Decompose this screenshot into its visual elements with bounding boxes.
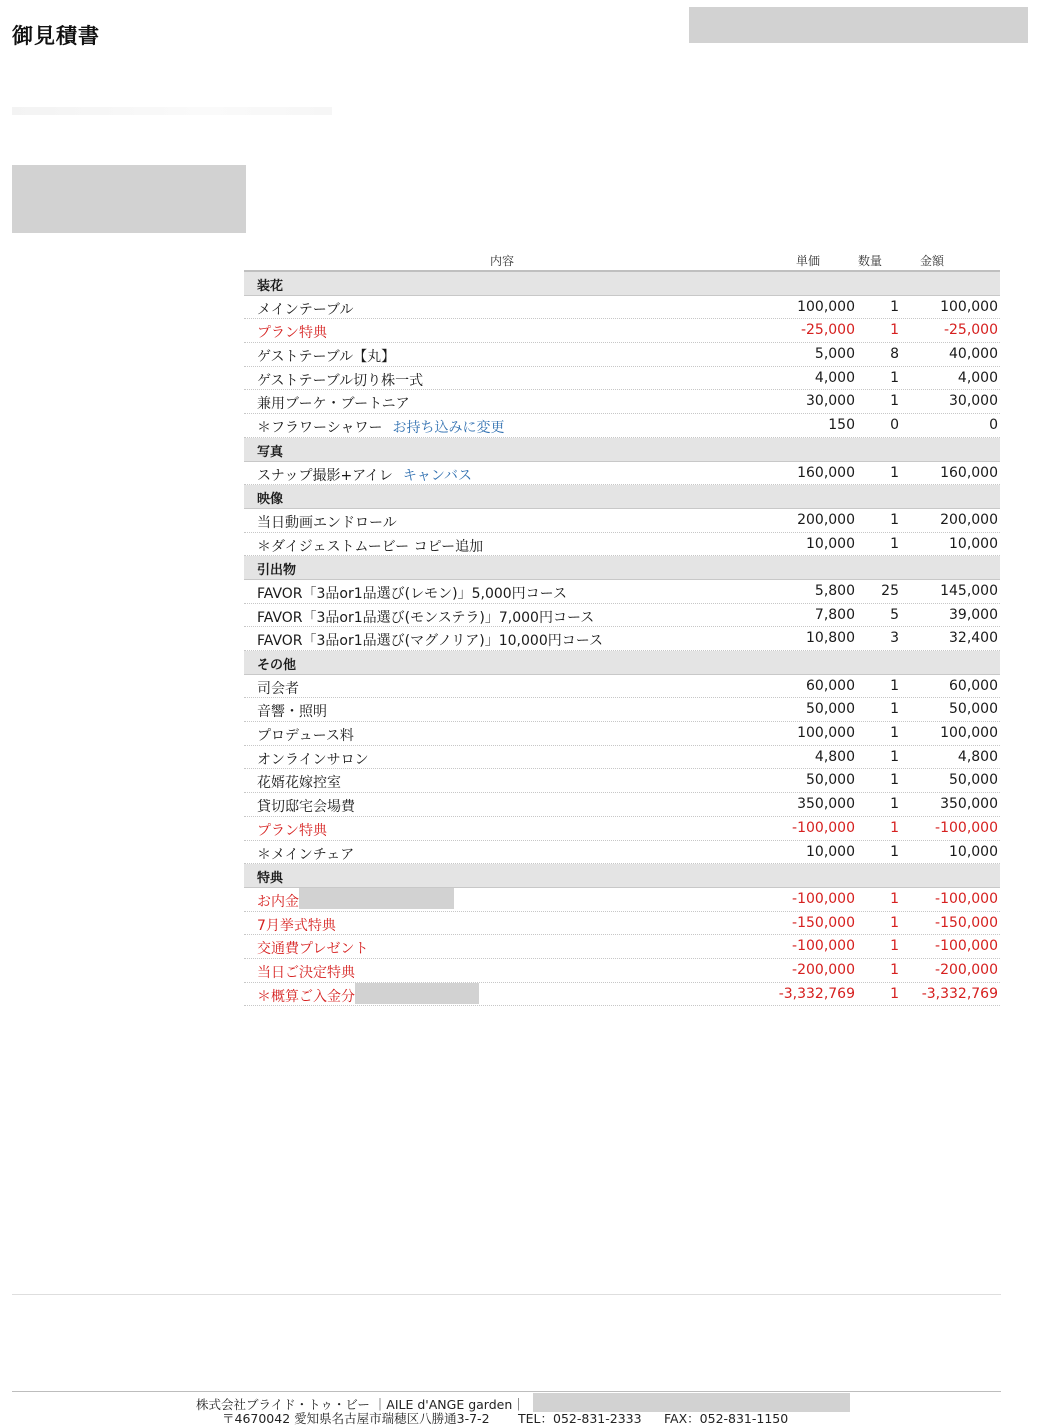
amount-cell: 145,000	[940, 582, 998, 599]
item-label-cell	[257, 938, 368, 958]
quantity-cell: 1	[890, 725, 899, 742]
section-header	[244, 272, 1000, 296]
quantity-cell: 1	[890, 748, 899, 765]
unit-price-cell: -25,000	[800, 322, 855, 339]
amount-cell: 100,000	[940, 725, 998, 742]
table-row	[244, 296, 1000, 320]
divider	[12, 1294, 1001, 1295]
table-row	[244, 841, 1000, 865]
item-label: プロデュース料	[257, 728, 354, 745]
unit-price-cell: 10,800	[806, 630, 855, 647]
item-label-cell	[257, 299, 353, 319]
quantity-cell: 1	[890, 677, 899, 694]
table-row	[244, 746, 1000, 770]
amount-cell: -150,000	[935, 914, 998, 931]
quantity-cell: 1	[890, 464, 899, 481]
amount-cell: 350,000	[940, 796, 998, 813]
item-label-cell	[257, 796, 355, 816]
table-row	[244, 888, 1000, 912]
item-label-cell	[257, 630, 603, 650]
amount-cell: 160,000	[940, 464, 998, 481]
item-label-cell	[257, 346, 395, 366]
quantity-cell: 1	[890, 961, 899, 978]
table-row	[244, 319, 1000, 343]
footer-tel: TEL：052-831-2333	[518, 1411, 642, 1426]
unit-price-cell: 50,000	[806, 772, 855, 789]
amount-cell: 10,000	[949, 535, 998, 552]
quantity-cell: 1	[890, 511, 899, 528]
footer-divider	[12, 1391, 1001, 1392]
unit-price-cell: 10,000	[806, 843, 855, 860]
quantity-cell: 1	[890, 843, 899, 860]
amount-cell: 32,400	[949, 630, 998, 647]
item-note: キャンバス	[402, 467, 472, 484]
unit-price-cell: -100,000	[792, 938, 855, 955]
amount-cell: -200,000	[935, 961, 998, 978]
item-label-cell	[257, 820, 327, 840]
unit-price-cell: -3,332,769	[778, 985, 855, 1002]
section-title: その他	[257, 658, 297, 673]
item-label-cell	[257, 915, 336, 935]
amount-cell: 200,000	[940, 511, 998, 528]
item-label-cell	[257, 962, 355, 982]
item-label: 兼用ブーケ・ブートニア	[257, 396, 410, 413]
item-label: お内金	[257, 893, 299, 910]
redacted-block	[355, 983, 479, 1004]
item-label-cell	[257, 986, 479, 1006]
item-label-cell	[257, 607, 594, 627]
item-label-cell	[257, 891, 454, 911]
item-label-cell	[257, 322, 327, 342]
table-row	[244, 793, 1000, 817]
item-label-cell	[257, 465, 472, 485]
faded-text-line	[12, 107, 332, 115]
unit-price-cell: 4,800	[814, 748, 855, 765]
amount-cell: 40,000	[949, 346, 998, 363]
item-label: FAVOR「3品or1品選び(モンステラ)」7,000円コース	[257, 609, 595, 626]
amount-cell: 39,000	[949, 606, 998, 623]
section-header	[244, 864, 1000, 888]
table-row	[244, 604, 1000, 628]
quantity-cell: 1	[890, 914, 899, 931]
item-note: お持ち込みに変更	[392, 420, 505, 437]
item-label: ＊ダイジェストムービー コピー追加	[257, 538, 484, 555]
unit-price-cell: 60,000	[806, 677, 855, 694]
item-label: ゲストテーブル【丸】	[257, 349, 396, 366]
item-label: FAVOR「3品or1品選び(レモン)」5,000円コース	[257, 585, 567, 602]
item-label-cell	[257, 701, 327, 721]
table-row	[244, 675, 1000, 699]
unit-price-cell: -100,000	[792, 890, 855, 907]
amount-cell: -100,000	[935, 938, 998, 955]
section-header	[244, 651, 1000, 675]
quantity-cell: 1	[890, 298, 899, 315]
header-content: 内容	[490, 254, 515, 268]
item-label-cell	[257, 393, 410, 413]
item-label: 花婿花嫁控室	[257, 775, 341, 792]
quantity-cell: 5	[890, 606, 899, 623]
table-row	[244, 627, 1000, 651]
section-title: 写真	[257, 444, 284, 460]
item-label-cell	[257, 725, 354, 745]
amount-cell: -25,000	[943, 322, 998, 339]
table-row	[244, 959, 1000, 983]
amount-cell: 100,000	[940, 298, 998, 315]
quantity-cell: 1	[890, 701, 899, 718]
quantity-cell: 3	[890, 630, 899, 647]
quantity-cell: 1	[890, 369, 899, 386]
item-label: 当日ご決定特典	[257, 964, 355, 981]
unit-price-cell: -150,000	[792, 914, 855, 931]
unit-price-cell: 5,000	[814, 346, 855, 363]
footer-address: 〒4670042 愛知県名古屋市瑞穂区八勝通3-7-2	[222, 1411, 490, 1426]
header-quantity: 数量	[858, 254, 883, 268]
quantity-cell: 1	[890, 322, 899, 339]
redacted-block	[299, 888, 454, 909]
item-label: プラン特典	[257, 822, 327, 839]
amount-cell: 50,000	[949, 772, 998, 789]
footer-fax: FAX：052-831-1150	[664, 1411, 789, 1426]
unit-price-cell: 100,000	[797, 725, 855, 742]
document-title: 御見積書	[12, 24, 100, 48]
table-header	[244, 248, 1000, 272]
unit-price-cell: 30,000	[806, 393, 855, 410]
header-unit-price: 単価	[796, 254, 821, 268]
unit-price-cell: 150	[828, 417, 855, 434]
item-label: 当日動画エンドロール	[257, 514, 397, 531]
item-label: 交通費プレゼント	[257, 941, 369, 958]
item-label: 司会者	[257, 680, 299, 697]
quantity-cell: 8	[890, 346, 899, 363]
item-label: スナップ撮影+アイレ	[257, 467, 393, 484]
section-header	[244, 438, 1000, 462]
amount-cell: -100,000	[935, 890, 998, 907]
section-title: 映像	[257, 492, 284, 508]
header-amount: 金額	[920, 254, 945, 268]
unit-price-cell: 5,800	[814, 582, 855, 599]
item-label: ＊概算ご入金分	[257, 988, 355, 1005]
item-label-cell	[257, 536, 483, 556]
quantity-cell: 1	[890, 535, 899, 552]
unit-price-cell: 50,000	[806, 701, 855, 718]
table-row	[244, 722, 1000, 746]
table-row	[244, 509, 1000, 533]
table-row	[244, 698, 1000, 722]
item-label: ＊フラワーシャワー	[257, 420, 383, 437]
amount-cell: 0	[989, 417, 998, 434]
item-label: プラン特典	[257, 325, 327, 342]
table-row	[244, 462, 1000, 486]
unit-price-cell: 7,800	[814, 606, 855, 623]
quantity-cell: 1	[890, 393, 899, 410]
section-header	[244, 556, 1000, 580]
quantity-cell: 1	[890, 819, 899, 836]
quantity-cell: 1	[890, 890, 899, 907]
amount-cell: -3,332,769	[921, 985, 998, 1002]
item-label: オンラインサロン	[257, 751, 369, 768]
item-label-cell	[257, 772, 341, 792]
table-row	[244, 935, 1000, 959]
item-label-cell	[257, 749, 369, 769]
unit-price-cell: 100,000	[797, 298, 855, 315]
item-label-cell	[257, 583, 567, 603]
quantity-cell: 1	[890, 985, 899, 1002]
item-label: 音響・照明	[257, 704, 327, 721]
item-label: ＊メインチェア	[257, 846, 355, 863]
table-row	[244, 533, 1000, 557]
footer-company: 株式会社ブライド・トゥ・ビー ｜AILE d'ANGE garden｜	[196, 1397, 525, 1412]
item-label: ゲストテーブル切り株一式	[257, 372, 424, 389]
unit-price-cell: 200,000	[797, 511, 855, 528]
table-body	[244, 272, 1000, 1006]
unit-price-cell: -200,000	[792, 961, 855, 978]
section-header	[244, 485, 1000, 509]
table-row	[244, 983, 1000, 1007]
quantity-cell: 0	[890, 417, 899, 434]
unit-price-cell: 160,000	[797, 464, 855, 481]
amount-cell: 4,000	[957, 369, 998, 386]
item-label-cell	[257, 370, 423, 390]
amount-cell: -100,000	[935, 819, 998, 836]
table-row	[244, 343, 1000, 367]
amount-cell: 60,000	[949, 677, 998, 694]
section-title: 特典	[257, 871, 284, 887]
unit-price-cell: 350,000	[797, 796, 855, 813]
item-label-cell	[257, 844, 354, 864]
quantity-cell: 1	[890, 938, 899, 955]
item-label: 7月挙式特典	[257, 917, 336, 934]
unit-price-cell: -100,000	[792, 819, 855, 836]
table-row	[244, 414, 1000, 438]
section-title: 装花	[257, 279, 284, 294]
item-label-cell	[257, 512, 397, 532]
item-label: FAVOR「3品or1品選び(マグノリア)」10,000円コース	[257, 633, 604, 650]
unit-price-cell: 10,000	[806, 535, 855, 552]
redacted-block	[12, 165, 246, 233]
item-label-cell	[257, 417, 504, 437]
amount-cell: 4,800	[957, 748, 998, 765]
redacted-block	[689, 7, 1028, 43]
item-label: 貸切邸宅会場費	[257, 799, 355, 816]
item-label-cell	[257, 678, 299, 698]
table-row	[244, 912, 1000, 936]
quantity-cell: 1	[890, 796, 899, 813]
amount-cell: 30,000	[949, 393, 998, 410]
amount-cell: 50,000	[949, 701, 998, 718]
section-title: 引出物	[257, 563, 297, 579]
quantity-cell: 1	[890, 772, 899, 789]
table-row	[244, 817, 1000, 841]
table-row	[244, 367, 1000, 391]
quantity-cell: 25	[881, 582, 899, 599]
table-row	[244, 769, 1000, 793]
table-row	[244, 390, 1000, 414]
estimate-table	[244, 248, 1000, 1006]
table-row	[244, 580, 1000, 604]
unit-price-cell: 4,000	[814, 369, 855, 386]
amount-cell: 10,000	[949, 843, 998, 860]
item-label: メインテーブル	[257, 301, 354, 318]
